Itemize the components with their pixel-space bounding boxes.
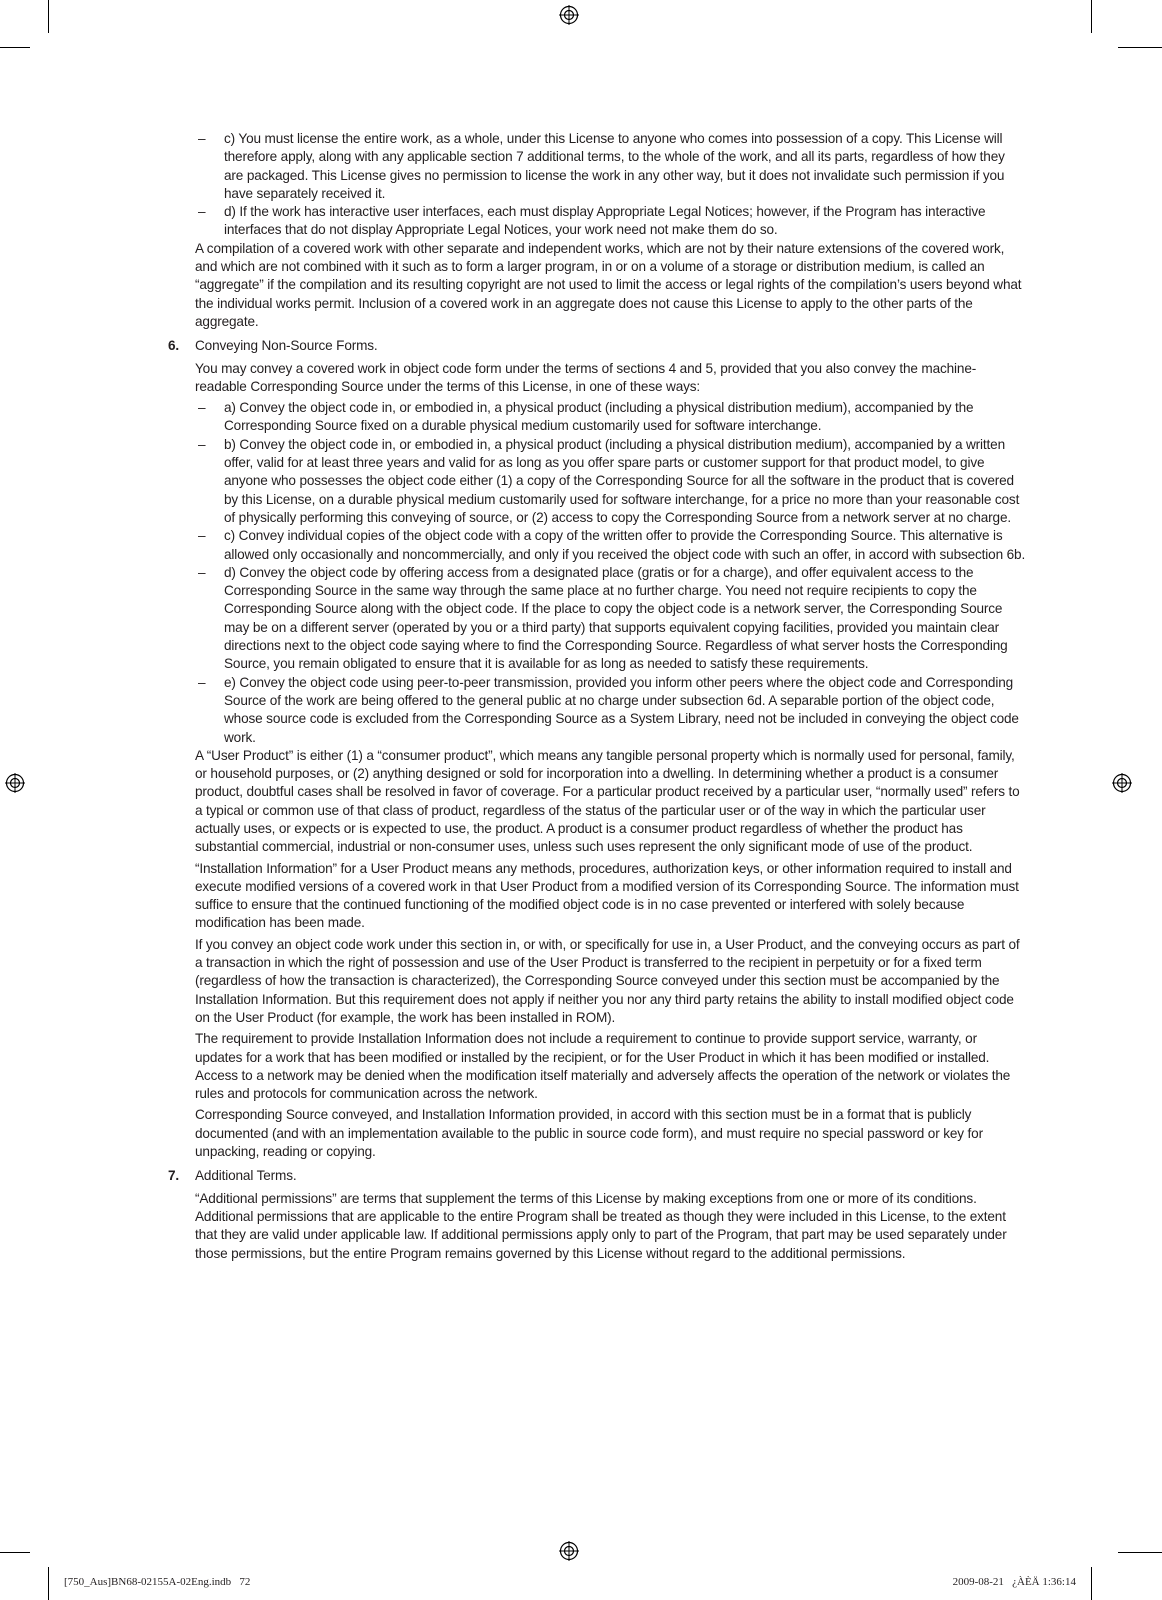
list-item-text: d) Convey the object code by offering access from a designated place (gratis or for a charge), and offer equivalent access to the Corresponding Source in the same way through the same place at no further charge. You need not require recipients to copy the Corresponding Source along with the object code. If the place to copy the object code is a network server, the Corresponding Source may be on a different server (operated by you or a third party) that supports equivalent copying facilities, provided you maintain clear directions next to the object code saying where to find the Corresponding Source. Regardless of what server hosts the Corresponding Source, you remain obligated to ensure that it is available for as long as needed to satisfy these requirements.: [224, 564, 1008, 672]
list-dash: –: [198, 204, 206, 220]
additional-permissions-paragraph: “Additional permissions” are terms that supplement the terms of this License by making exceptions from one or more of its conditions. Additional permissions that are applicable to the entire Program shall be treated as though they were included in this License, to the extent that they are valid under applicable law. If additional permissions apply only to part of the Program, that part may be used separately under those permissions, but the entire Program remains governed by this License without regard to the additional permissions.: [195, 1190, 1007, 1261]
registration-mark-top-icon: [559, 5, 579, 25]
user-product-paragraph: A “User Product” is either (1) a “consumer product”, which means any tangible personal property which is normally used for personal, family, or household purposes, or (2) anything designed or sold for incorporation into a dwelling. In determining whether a product is a consumer product, doubtful cases shall be resolved in favor of coverage. For a particular product received by a particular user, “normally used” refers to a typical or common use of that class of product, regardless of the status of the particular user or of the way in which the particular user actually uses, or expects or is expected to use, the product. A product is a consumer product regardless of whether the product has substantial commercial, industrial or non-consumer uses, unless such uses represent the only significant mode of use of the product.: [195, 747, 1020, 855]
list-dash: –: [198, 564, 206, 580]
list-dash: –: [198, 528, 206, 544]
crop-mark-bottom-left-vertical: [48, 1567, 49, 1600]
section-title: Additional Terms.: [195, 1168, 297, 1184]
list-item-text: c) You must license the entire work, as a whole, under this License to anyone who comes into possession of a copy. This License will therefore apply, along with any applicable section 7 additional terms, to the whole of the work, and all its parts, regardless of how they are packaged. This License gives no permission to license the work in any other way, but it does not invalidate such permission if you have separately received it.: [224, 131, 1005, 201]
list-item-text: b) Convey the object code in, or embodied in, a physical product (including a physical distribution medium), accompanied by a written offer, valid for at least three years and valid for as long as you offer spare parts or customer support for that product model, to give anyone who possesses the object code either (1) a copy of the Corresponding Source for all the software in the product that is covered by this License, on a durable physical medium customarily used for software interchange, for a price no more than your reasonable cost of physically performing this conveying of source, or (2) access to copy the Corresponding Source from a network server at no charge.: [224, 436, 1020, 525]
crop-mark-bottom-left-horizontal: [0, 1552, 30, 1553]
registration-mark-bottom-icon: [559, 1541, 579, 1561]
list-item-text: d) If the work has interactive user interfaces, each must display Appropriate Legal Notices; however, if the Program has interactive interfaces that do not display Appropriate Legal Notices, your work need not make them do so.: [224, 204, 986, 238]
footer-timestamp: 2009-08-21 ¿ÀÈÄ 1:36:14: [952, 1576, 1076, 1588]
list-dash: –: [198, 436, 206, 452]
section-title: Conveying Non-Source Forms.: [195, 338, 378, 354]
list-dash: –: [198, 674, 206, 690]
list-dash: –: [198, 131, 206, 146]
installation-information-paragraph: “Installation Information” for a User Product means any methods, procedures, authorization keys, or other information required to install and execute modified versions of a covered work in that User Product from a modified version of its Corresponding Source. The information must suffice to ensure that the continued functioning of the modified object code is in no case prevented or interfered with solely because modification has been made.: [195, 860, 1019, 931]
list-item-part-c: [0, 130, 1162, 203]
list-item-6e: [0, 674, 1162, 747]
list-item-6c: [0, 527, 1162, 564]
crop-mark-top-left-vertical: [48, 0, 49, 33]
section-6-intro: You may convey a covered work in object code form under the terms of sections 4 and 5, provided that you also convey the machine-readable Corresponding Source under the terms of this License, in one of these ways:: [195, 360, 977, 394]
list-dash: –: [198, 400, 206, 416]
support-requirement-paragraph: The requirement to provide Installation Information does not include a requirement to continue to provide support service, warranty, or updates for a work that has been modified or installed by the recipient, or for the User Product in which it has been modified or installed. Access to a network may be denied when the modification itself materially and adversely affects the operation of the network or violates the rules and protocols for communication across the network.: [195, 1031, 1011, 1102]
aggregate-paragraph: A compilation of a covered work with other separate and independent works, which are not by their nature extensions of the covered work, and which are not combined with it such as to form a larger program, in or on a volume of a storage or distribution medium, is called an “aggregate” if the compilation and its resulting copyright are not used to limit the access or legal rights of the compilation’s users beyond what the individual works permit. Inclusion of a covered work in an aggregate does not cause this License to apply to the other parts of the aggregate.: [195, 240, 1022, 329]
list-item-6d: [0, 564, 1162, 674]
crop-mark-top-right-vertical: [1091, 0, 1092, 33]
license-text-body: [0, 130, 1162, 1266]
crop-mark-top-right-horizontal: [1118, 47, 1162, 48]
section-6-heading: [0, 337, 1162, 355]
crop-mark-bottom-right-horizontal: [1118, 1552, 1162, 1553]
conveying-user-product-paragraph: If you convey an object code work under this section in, or with, or specifically for use in, a User Product, and the conveying occurs as part of a transaction in which the right of possession and use of the User Product is transferred to the recipient in perpetuity or for a fixed term (regardless of how the transaction is characterized), the Corresponding Source conveyed under this section must be accompanied by the Installation Information. But this requirement does not apply if neither you nor any third party retains the ability to install modified object code on the User Product (for example, the work has been installed in ROM).: [195, 936, 1020, 1025]
list-item-text: a) Convey the object code in, or embodied in, a physical product (including a physical distribution medium), accompanied by the Corresponding Source fixed on a durable physical medium customarily used for software interchange.: [224, 400, 974, 434]
crop-mark-bottom-right-vertical: [1091, 1567, 1092, 1600]
list-item-6b: [0, 436, 1162, 527]
list-item-part-d: [0, 203, 1162, 240]
section-7-heading: [0, 1167, 1162, 1185]
list-item-text: c) Convey individual copies of the object code with a copy of the written offer to provide the Corresponding Source. This alternative is allowed only occasionally and noncommercially, and only if you received the object code with such an offer, in accord with subsection 6b.: [224, 528, 1026, 562]
format-requirement-paragraph: Corresponding Source conveyed, and Installation Information provided, in accord with this section must be in a format that is publicly documented (and with an implementation available to the public in source code form), and must require no special password or key for unpacking, reading or copying.: [195, 1107, 983, 1160]
list-item-text: e) Convey the object code using peer-to-peer transmission, provided you inform other peers where the object code and Corresponding Source of the work are being offered to the general public at no charge under subsection 6d. A separable portion of the object code, whose source code is excluded from the Corresponding Source as a System Library, need not be included in conveying the object code work.: [224, 674, 1019, 745]
section-number: 7.: [168, 1168, 180, 1184]
section-number: 6.: [168, 338, 180, 354]
footer-file-info: [750_Aus]BN68-02155A-02Eng.indb 72: [64, 1576, 251, 1588]
list-item-6a: [0, 399, 1162, 436]
crop-mark-top-left-horizontal: [0, 47, 30, 48]
